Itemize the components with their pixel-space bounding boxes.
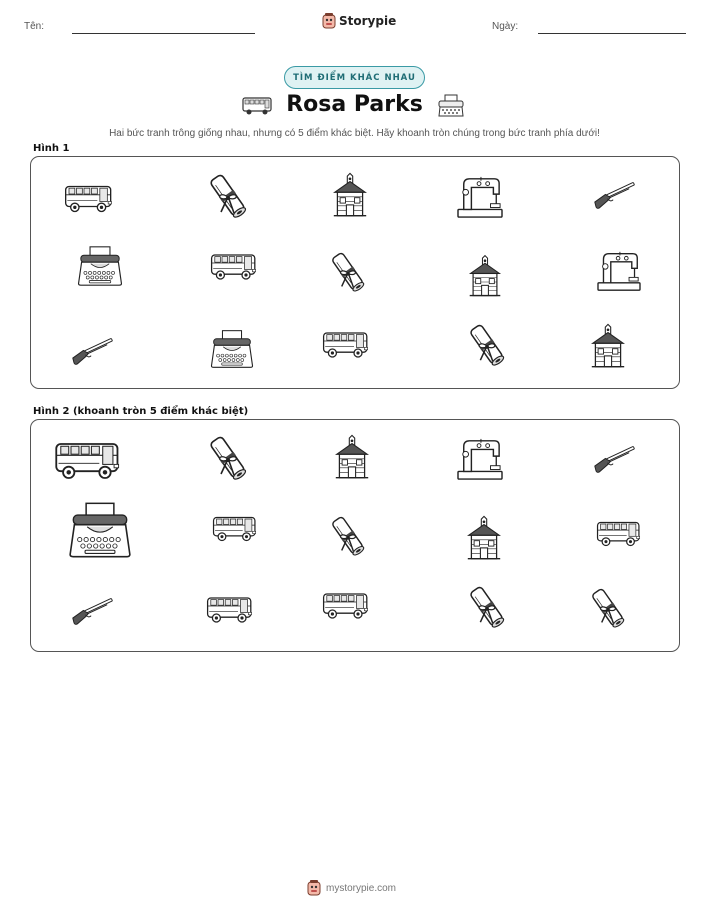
date-line[interactable] xyxy=(538,33,686,34)
sewing-machine-icon xyxy=(456,175,504,219)
brand-name: Storypie xyxy=(339,14,397,28)
diploma-icon xyxy=(468,322,506,368)
schoolhouse-icon xyxy=(332,172,368,218)
bus-icon[interactable] xyxy=(54,437,122,485)
rifle-icon xyxy=(590,176,638,212)
sewing-machine-icon xyxy=(596,250,642,292)
typewriter-icon[interactable] xyxy=(68,498,132,562)
bus-icon xyxy=(210,251,258,283)
schoolhouse-icon[interactable] xyxy=(334,434,370,480)
storypie-mascot-icon xyxy=(322,13,336,29)
typewriter-icon xyxy=(77,244,123,288)
date-label: Ngày: xyxy=(492,21,519,32)
diploma-icon xyxy=(330,248,366,296)
typewriter-icon xyxy=(438,94,464,118)
diploma-icon[interactable] xyxy=(208,434,248,482)
rifle-icon[interactable] xyxy=(590,440,638,476)
bus-icon xyxy=(64,182,114,216)
schoolhouse-icon xyxy=(468,253,502,299)
rifle-icon xyxy=(68,332,116,368)
schoolhouse-icon[interactable] xyxy=(466,515,502,561)
brand-logo xyxy=(322,13,396,29)
diploma-icon[interactable] xyxy=(330,512,366,560)
name-label: Tên: xyxy=(24,21,45,32)
footer xyxy=(307,880,396,896)
bus-icon xyxy=(322,329,370,361)
typewriter-icon xyxy=(210,327,254,371)
instructions: Hai bức tranh trông giống nhau, nhưng có 5 điểm khác biệt. Hãy khoanh tròn chúng trong bức tranh phía dưới! xyxy=(109,128,600,139)
footer-url: mystorypie.com xyxy=(326,882,397,894)
rifle-icon[interactable] xyxy=(68,592,116,628)
storypie-mascot-icon xyxy=(307,880,321,896)
bus-icon[interactable] xyxy=(596,518,642,550)
sewing-machine-icon[interactable] xyxy=(456,437,504,481)
name-line[interactable] xyxy=(72,33,255,34)
diploma-icon[interactable] xyxy=(468,584,506,630)
picture1-label: Hình 1 xyxy=(33,143,70,154)
diploma-icon[interactable] xyxy=(590,584,626,632)
picture2-label: Hình 2 (khoanh tròn 5 điểm khác biệt) xyxy=(33,406,249,417)
page-title: Rosa Parks xyxy=(286,92,423,117)
bus-icon[interactable] xyxy=(212,513,258,545)
activity-badge: TÌM ĐIỂM KHÁC NHAU xyxy=(284,66,425,89)
bus-icon[interactable] xyxy=(322,590,370,622)
diploma-icon xyxy=(208,172,248,220)
bus-icon[interactable] xyxy=(206,594,254,626)
schoolhouse-icon xyxy=(590,322,626,370)
